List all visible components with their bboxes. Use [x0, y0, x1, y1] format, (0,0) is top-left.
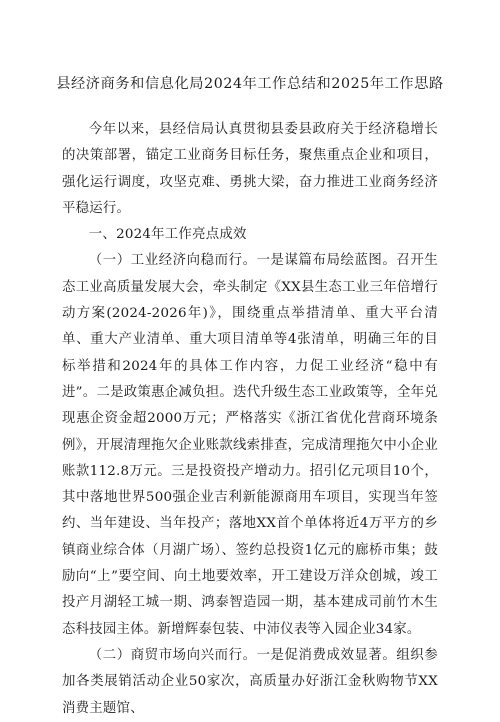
commerce-paragraph: （二）商贸市场向兴而行。一是促消费成效显著。组织参加各类展销活动企业50家次，高质量办好浙江金秋购物节XX消费主题馆、 [62, 647, 438, 716]
section-heading: 一、2024年工作亮点成效 [88, 227, 247, 243]
industrial-economy-paragraph: （一）工业经济向稳而行。一是谋篇布局绘蓝图。召开生态工业高质量发展大会，牵头制定《XX县生态工业三年倍增行动方案(2024-2026年)》，围绕重点举措清单、重大平台清单、重大产业清单、重大项目清单等4张清单，明确三年的目标举措和2024年的具体工作内容，力促工业经济“稳中有进”。二是政策惠企减负担。迭代升级生态工业政策等，全年兑现惠企资金超2000万元；严格落实《浙江省优化营商环境条例》，开展清理拖欠企业账款线索排查，完成清理拖欠中小企业账款112.8万元。三是投资投产增动力。招引亿元项目10个，其中落地世界500强企业吉利新能源商用车项目，实现当年签约、当年建设、当年投产；落地XX首个单体将近4万平方的乡镇商业综合体（月湖广场）、签约总投资1亿元的廊桥市集；鼓励向“上”要空间、向土地要效率，开工建设万洋众创城，竣工投产月湖轻工城一期、鸿泰智造园一期，基本建成司前竹木生态科技园主体。新增辉泰包装、中沛仪表等入园企业34家。 [62, 253, 438, 637]
document-body [62, 117, 438, 722]
intro-paragraph: 今年以来，县经信局认真贯彻县委县政府关于经济稳增长的决策部署，锚定工业商务目标任务，聚焦重点企业和项目，强化运行调度，攻坚克难、勇挑大梁，奋力推进工业商务经济平稳运行。 [62, 122, 438, 216]
document-title: 县经济商务和信息化局2024年工作总结和2025年工作思路 [56, 76, 444, 92]
